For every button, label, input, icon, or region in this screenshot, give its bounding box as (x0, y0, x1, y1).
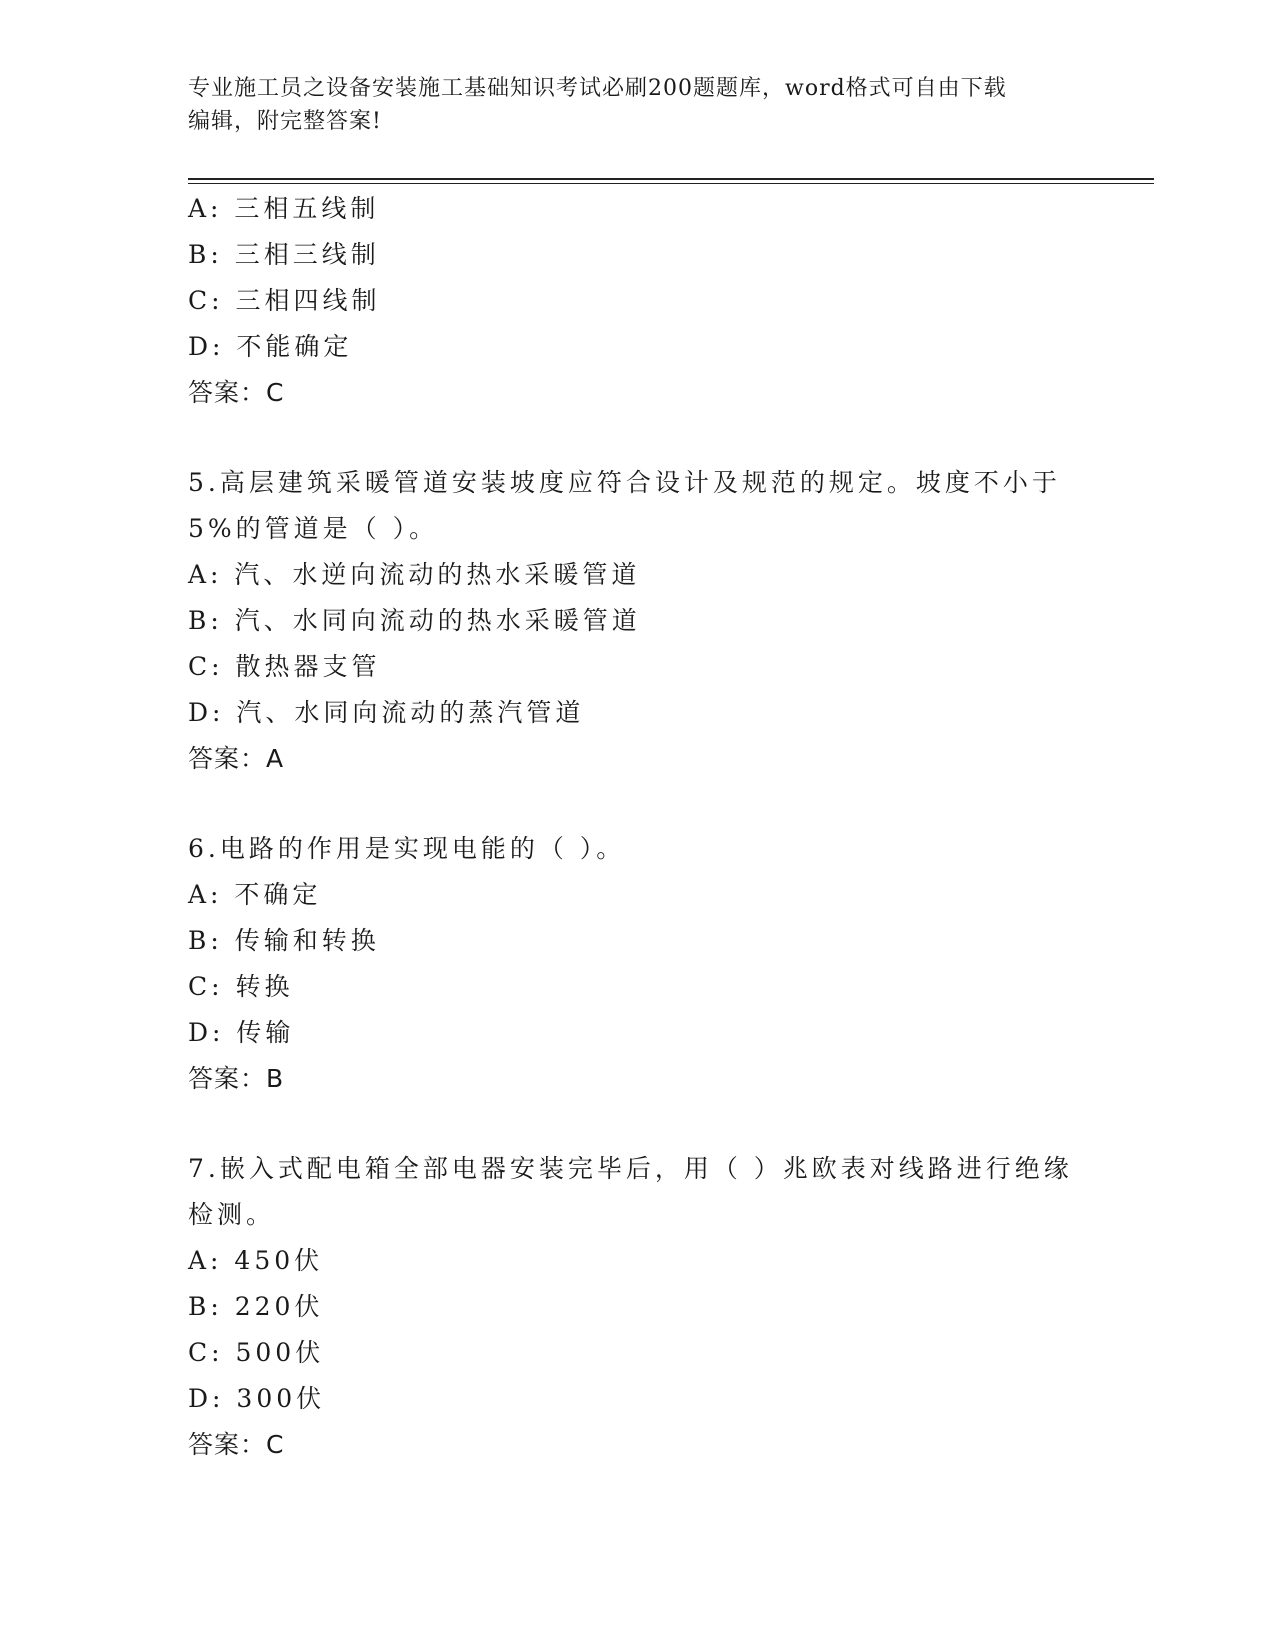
question-7-block (188, 1146, 1088, 1468)
answer-line: 答案：C (188, 378, 285, 407)
option-d: D: 300伏 (188, 1384, 326, 1413)
header-title-line-2: 编辑，附完整答案! (188, 109, 382, 134)
question-stem-line: 检测。 (188, 1200, 276, 1229)
option-b: B: 三相三线制 (188, 240, 380, 269)
option-c: C: 转换 (188, 972, 294, 1001)
option-b: B: 汽、水同向流动的热水采暖管道 (188, 606, 641, 635)
question-5-block (188, 460, 1088, 782)
option-a: A: 三相五线制 (188, 194, 380, 223)
answer-line: 答案：B (188, 1064, 285, 1093)
option-b: B: 220伏 (188, 1292, 324, 1321)
option-d: D: 不能确定 (188, 332, 353, 361)
question-4-block (188, 186, 1088, 416)
spacer (188, 1102, 1088, 1146)
header-divider-thin (188, 183, 1154, 184)
question-stem-line: 5.高层建筑采暖管道安装坡度应符合设计及规范的规定。坡度不小于 (188, 468, 1061, 497)
option-b: B: 传输和转换 (188, 926, 380, 955)
option-d: D: 传输 (188, 1018, 295, 1047)
question-list (188, 186, 1088, 1468)
spacer (188, 416, 1088, 460)
question-stem-line: 5%的管道是（ ）。 (188, 514, 439, 543)
document-header (188, 72, 1068, 138)
option-a: A: 450伏 (188, 1246, 324, 1275)
answer-line: 答案：C (188, 1430, 285, 1459)
spacer (188, 782, 1088, 826)
answer-line: 答案：A (188, 744, 285, 773)
option-a: A: 汽、水逆向流动的热水采暖管道 (188, 560, 641, 589)
question-stem-line: 7.嵌入式配电箱全部电器安装完毕后，用（ ）兆欧表对线路进行绝缘 (188, 1154, 1073, 1183)
option-c: C: 500伏 (188, 1338, 325, 1367)
option-d: D: 汽、水同向流动的蒸汽管道 (188, 698, 585, 727)
option-a: A: 不确定 (188, 880, 322, 909)
header-title-line-1: 专业施工员之设备安装施工基础知识考试必刷200题题库，word格式可自由下载 (188, 76, 1007, 101)
option-c: C: 散热器支管 (188, 652, 381, 681)
header-divider-thick (188, 178, 1154, 180)
question-6-block (188, 826, 1088, 1102)
option-c: C: 三相四线制 (188, 286, 381, 315)
question-stem-line: 6.电路的作用是实现电能的（ ）。 (188, 834, 626, 863)
